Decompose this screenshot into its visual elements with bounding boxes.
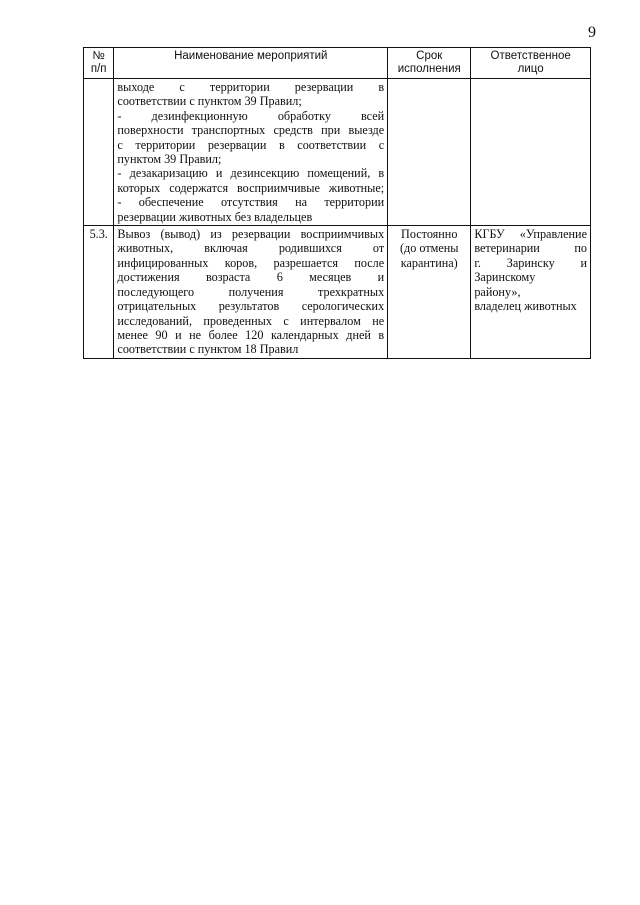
measure-text-line: которых содержатся восприимчивые животные; — [117, 180, 385, 195]
term-text-line: Постоянно — [401, 227, 458, 242]
measure-text-line: выходе с территории резервации в — [117, 80, 385, 94]
measure-text-line: соответствии с пунктом 39 Правил; — [117, 94, 302, 109]
measure-text-line: - дезинфекционную обработку всей — [117, 108, 385, 123]
measure-text-line: инфицированных коров, разрешается после — [117, 255, 385, 270]
measure-text-line: исследований, проведенных с интервалом не — [117, 313, 385, 328]
measures-table — [83, 47, 591, 359]
responsible-cell — [471, 79, 591, 226]
header-measure-name — [114, 48, 388, 79]
term-cell — [388, 226, 471, 359]
measure-text-line: с территории резервации в соответствии с — [117, 137, 385, 152]
measure-text-line: животных, включая родившихся от — [117, 241, 385, 256]
header-term-line: Срок — [416, 50, 443, 62]
term-text-line: карантина) — [400, 255, 458, 270]
header-responsible-line: Ответственное — [490, 50, 571, 62]
measure-text-line: резервации животных без владельцев — [117, 209, 313, 224]
header-number-line: п/п — [90, 63, 107, 75]
measure-text-line: соответствии с пунктом 18 Правил — [117, 342, 299, 357]
measure-text-line: пунктом 39 Правил; — [117, 152, 222, 167]
responsible-text-line: району», — [474, 284, 521, 299]
row-number: 5.3. — [84, 226, 114, 359]
measure-text-line: отрицательных результатов серологических — [117, 299, 385, 314]
header-term — [388, 48, 471, 79]
table-header-row — [84, 48, 591, 79]
measure-text-line: поверхности транспортных средств при выезде — [117, 123, 385, 138]
page-number: 9 — [588, 24, 596, 41]
measure-name-cell — [114, 79, 388, 226]
header-responsible — [471, 48, 591, 79]
header-measure-name-line: Наименование мероприятий — [174, 50, 328, 62]
measure-text-line: - дезакаризацию и дезинсекцию помещений, в — [117, 166, 385, 181]
row-number — [84, 79, 114, 226]
header-responsible-line: лицо — [517, 63, 544, 75]
term-text-line: (до отмены — [399, 241, 459, 256]
measure-text-line: менее 90 и не более 120 календарных дней в — [117, 327, 385, 342]
header-number — [84, 48, 114, 79]
responsible-text-line: г. Заринску и — [474, 255, 587, 270]
responsible-text-line: владелец животных — [474, 299, 577, 314]
table-row — [84, 79, 591, 226]
measure-text-line: достижения возраста 6 месяцев и — [117, 270, 385, 285]
header-number-line: № — [92, 50, 105, 62]
measure-name-cell — [114, 226, 388, 359]
responsible-text-line: ветеринарии по — [474, 241, 587, 256]
responsible-cell — [471, 226, 591, 359]
responsible-text-line: КГБУ «Управление — [474, 227, 587, 242]
measure-text-line: Вывоз (вывод) из резервации восприимчивых — [117, 227, 385, 242]
responsible-text-line: Заринскому — [474, 270, 536, 285]
term-cell — [388, 79, 471, 226]
measure-text-line: последующего получения трехкратных — [117, 284, 385, 299]
measure-text-line: - обеспечение отсутствия на территории — [117, 195, 385, 210]
table-row — [84, 226, 591, 359]
header-term-line: исполнения — [397, 63, 461, 75]
